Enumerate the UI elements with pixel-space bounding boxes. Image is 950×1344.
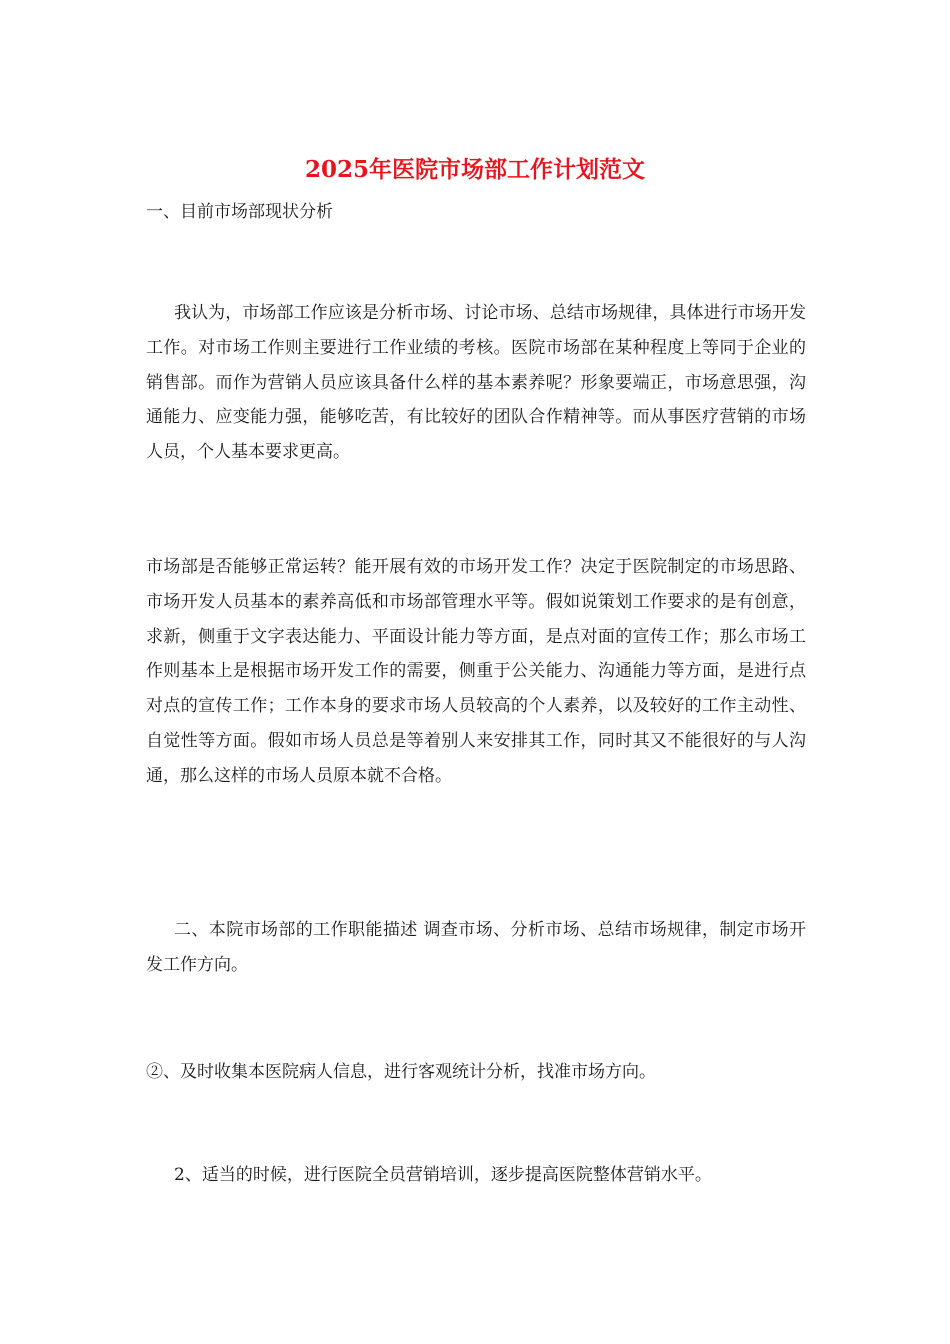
section-heading: 一、目前市场部现状分析	[146, 202, 333, 222]
paragraph-3: 二、本院市场部的工作职能描述 调查市场、分析市场、总结市场规律，制定市场开发工作方向。	[146, 920, 806, 975]
paragraph-1: 我认为，市场部工作应该是分析市场、讨论市场、总结市场规律，具体进行市场开发工作。对市场工作则主要进行工作业绩的考核。医院市场部在某种程度上等同于企业的销售部。而作为营销人员应该具备什么样的基本素养呢？形象要端正，市场意思强，沟通能力、应变能力强，能够吃苦，有比较好的团队合作精神等。而从事医疗营销的市场人员，个人基本要求更高。	[146, 303, 806, 463]
paragraph-5: 2、适当的时候，进行医院全员营销培训，逐步提高医院整体营销水平。	[174, 1165, 712, 1185]
paragraph-4: ②、及时收集本医院病人信息，进行客观统计分析，找准市场方向。	[146, 1062, 656, 1082]
document-title: 2025年医院市场部工作计划范文	[304, 156, 645, 183]
paragraph-2: 市场部是否能够正常运转？能开展有效的市场开发工作？决定于医院制定的市场思路、市场开发人员基本的素养高低和市场部管理水平等。假如说策划工作要求的是有创意，求新，侧重于文字表达能力、平面设计能力等方面，是点对面的宣传工作；那么市场工作则基本上是根据市场开发工作的需要，侧重于公关能力、沟通能力等方面，是进行点对点的宣传工作；工作本身的要求市场人员较高的个人素养，以及较好的工作主动性、自觉性等方面。假如市场人员总是等着别人来安排其工作，同时其又不能很好的与人沟通，那么这样的市场人员原本就不合格。	[146, 557, 806, 786]
